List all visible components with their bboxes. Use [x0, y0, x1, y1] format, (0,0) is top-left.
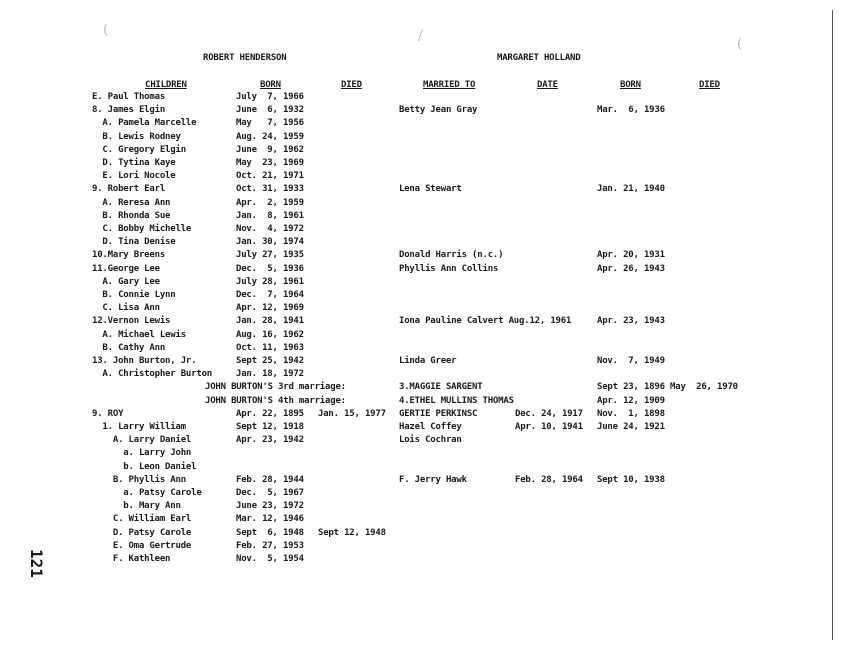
child-name: 12.Vernon Lewis	[92, 316, 171, 326]
birth-date: Oct. 21, 1971	[236, 171, 304, 181]
child-name: a. Larry John	[92, 448, 192, 458]
spouse-birth-date: Sept 23, 1896 May 26, 1970	[597, 382, 738, 392]
marriage-date: Apr. 10, 1941	[515, 422, 583, 432]
father-name: ROBERT HENDERSON	[203, 53, 287, 63]
birth-date: Jan. 30, 1974	[236, 237, 304, 247]
child-name: B. Connie Lynn	[92, 290, 176, 300]
spouse-name: Lois Cochran	[399, 435, 462, 445]
birth-date: Dec. 5, 1936	[236, 264, 304, 274]
spouse-birth-date: Mar. 6, 1936	[597, 105, 665, 115]
paper-mark: (	[103, 22, 109, 38]
spouse-name: Linda Greer	[399, 356, 457, 366]
child-name: A. Reresa Ann	[92, 198, 171, 208]
child-name: 8. James Elgin	[92, 105, 166, 115]
child-name: B. Cathy Ann	[92, 343, 166, 353]
marriage-note: JOHN BURTON'S 4th marriage:	[205, 396, 346, 406]
child-name: 10.Mary Breens	[92, 250, 166, 260]
spouse-name: GERTIE PERKINSC	[399, 409, 478, 419]
spouse-birth-date: Nov. 7, 1949	[597, 356, 665, 366]
child-name: 9. Robert Earl	[92, 184, 166, 194]
col-died: DIED	[341, 80, 362, 90]
spouse-birth-date: Apr. 12, 1909	[597, 396, 665, 406]
page-number: 121	[27, 549, 46, 578]
child-name: C. William Earl	[92, 514, 192, 524]
death-date: Sept 12, 1948	[318, 528, 386, 538]
spouse-name: F. Jerry Hawk	[399, 475, 467, 485]
birth-date: Dec. 5, 1967	[236, 488, 304, 498]
col-born: BORN	[260, 80, 281, 90]
spouse-name: Phyllis Ann Collins	[399, 264, 499, 274]
child-name: A. Christopher Burton	[92, 369, 213, 379]
spouse-name: Lena Stewart	[399, 184, 462, 194]
birth-date: June 9, 1962	[236, 145, 304, 155]
child-name: 13. John Burton, Jr.	[92, 356, 197, 366]
spouse-birth-date: Apr. 23, 1943	[597, 316, 665, 326]
birth-date: May 7, 1956	[236, 118, 304, 128]
birth-date: Jan. 28, 1941	[236, 316, 304, 326]
spouse-name: 4.ETHEL MULLINS THOMAS	[399, 396, 514, 406]
birth-date: Apr. 12, 1969	[236, 303, 304, 313]
child-name: B. Phyllis Ann	[92, 475, 186, 485]
birth-date: July 28, 1961	[236, 277, 304, 287]
marriage-date: Dec. 24, 1917	[515, 409, 583, 419]
birth-date: Mar. 12, 1946	[236, 514, 304, 524]
child-name: F. Kathleen	[92, 554, 171, 564]
marriage-date: Feb. 28, 1964	[515, 475, 583, 485]
spouse-birth-date: Jan. 21, 1940	[597, 184, 665, 194]
col-children: CHILDREN	[145, 80, 187, 90]
birth-date: Oct. 31, 1933	[236, 184, 304, 194]
child-name: D. Tina Denise	[92, 237, 176, 247]
page-edge-line	[832, 10, 833, 640]
child-name: 11.George Lee	[92, 264, 160, 274]
child-name: 1. Larry William	[92, 422, 186, 432]
birth-date: Sept 12, 1918	[236, 422, 304, 432]
birth-date: Oct. 11, 1963	[236, 343, 304, 353]
col-spouse-died: DIED	[699, 80, 720, 90]
birth-date: Jan. 18, 1972	[236, 369, 304, 379]
birth-date: June 6, 1932	[236, 105, 304, 115]
col-married-to: MARRIED TO	[423, 80, 476, 90]
child-name: B. Lewis Rodney	[92, 132, 181, 142]
spouse-name: Donald Harris (n.c.)	[399, 250, 504, 260]
birth-date: July 7, 1966	[236, 92, 304, 102]
child-name: E. Paul Thomas	[92, 92, 166, 102]
birth-date: Aug. 24, 1959	[236, 132, 304, 142]
child-name: C. Bobby Michelle	[92, 224, 192, 234]
spouse-birth-date: Nov. 1, 1898	[597, 409, 665, 419]
spouse-birth-date: Apr. 26, 1943	[597, 264, 665, 274]
child-name: A. Larry Daniel	[92, 435, 192, 445]
marriage-note: JOHN BURTON'S 3rd marriage:	[205, 382, 346, 392]
death-date: Jan. 15, 1977	[318, 409, 386, 419]
child-name: b. Mary Ann	[92, 501, 181, 511]
child-name: D. Patsy Carole	[92, 528, 192, 538]
col-spouse-born: BORN	[620, 80, 641, 90]
birth-date: July 27, 1935	[236, 250, 304, 260]
birth-date: Nov. 5, 1954	[236, 554, 304, 564]
child-name: A. Michael Lewis	[92, 330, 186, 340]
birth-date: Feb. 28, 1944	[236, 475, 304, 485]
child-name: b. Leon Daniel	[92, 462, 197, 472]
spouse-birth-date: June 24, 1921	[597, 422, 665, 432]
child-name: C. Gregory Elgin	[92, 145, 186, 155]
birth-date: Feb. 27, 1953	[236, 541, 304, 551]
child-name: E. Oma Gertrude	[92, 541, 192, 551]
birth-date: Sept 6, 1948	[236, 528, 304, 538]
birth-date: June 23, 1972	[236, 501, 304, 511]
birth-date: Dec. 7, 1964	[236, 290, 304, 300]
child-name: B. Rhonda Sue	[92, 211, 171, 221]
col-date: DATE	[537, 80, 558, 90]
spouse-name: Hazel Coffey	[399, 422, 462, 432]
spouse-birth-date: Apr. 20, 1931	[597, 250, 665, 260]
birth-date: Jan. 8, 1961	[236, 211, 304, 221]
birth-date: May 23, 1969	[236, 158, 304, 168]
paper-mark: (	[737, 36, 743, 52]
birth-date: Nov. 4, 1972	[236, 224, 304, 234]
birth-date: Apr. 22, 1895	[236, 409, 304, 419]
child-name: 9. ROY	[92, 409, 124, 419]
birth-date: Sept 25, 1942	[236, 356, 304, 366]
child-name: a. Patsy Carole	[92, 488, 202, 498]
spouse-birth-date: Sept 10, 1938	[597, 475, 665, 485]
child-name: A. Pamela Marcelle	[92, 118, 197, 128]
mother-name: MARGARET HOLLAND	[497, 53, 581, 63]
birth-date: Aug. 16, 1962	[236, 330, 304, 340]
child-name: C. Lisa Ann	[92, 303, 160, 313]
child-name: A. Gary Lee	[92, 277, 160, 287]
birth-date: Apr. 2, 1959	[236, 198, 304, 208]
child-name: D. Tytina Kaye	[92, 158, 176, 168]
birth-date: Apr. 23, 1942	[236, 435, 304, 445]
spouse-name: 3.MAGGIE SARGENT	[399, 382, 483, 392]
spouse-name: Iona Pauline Calvert Aug.12, 1961	[399, 316, 572, 326]
paper-mark: /	[418, 28, 423, 44]
child-name: E. Lori Nocole	[92, 171, 176, 181]
spouse-name: Betty Jean Gray	[399, 105, 478, 115]
